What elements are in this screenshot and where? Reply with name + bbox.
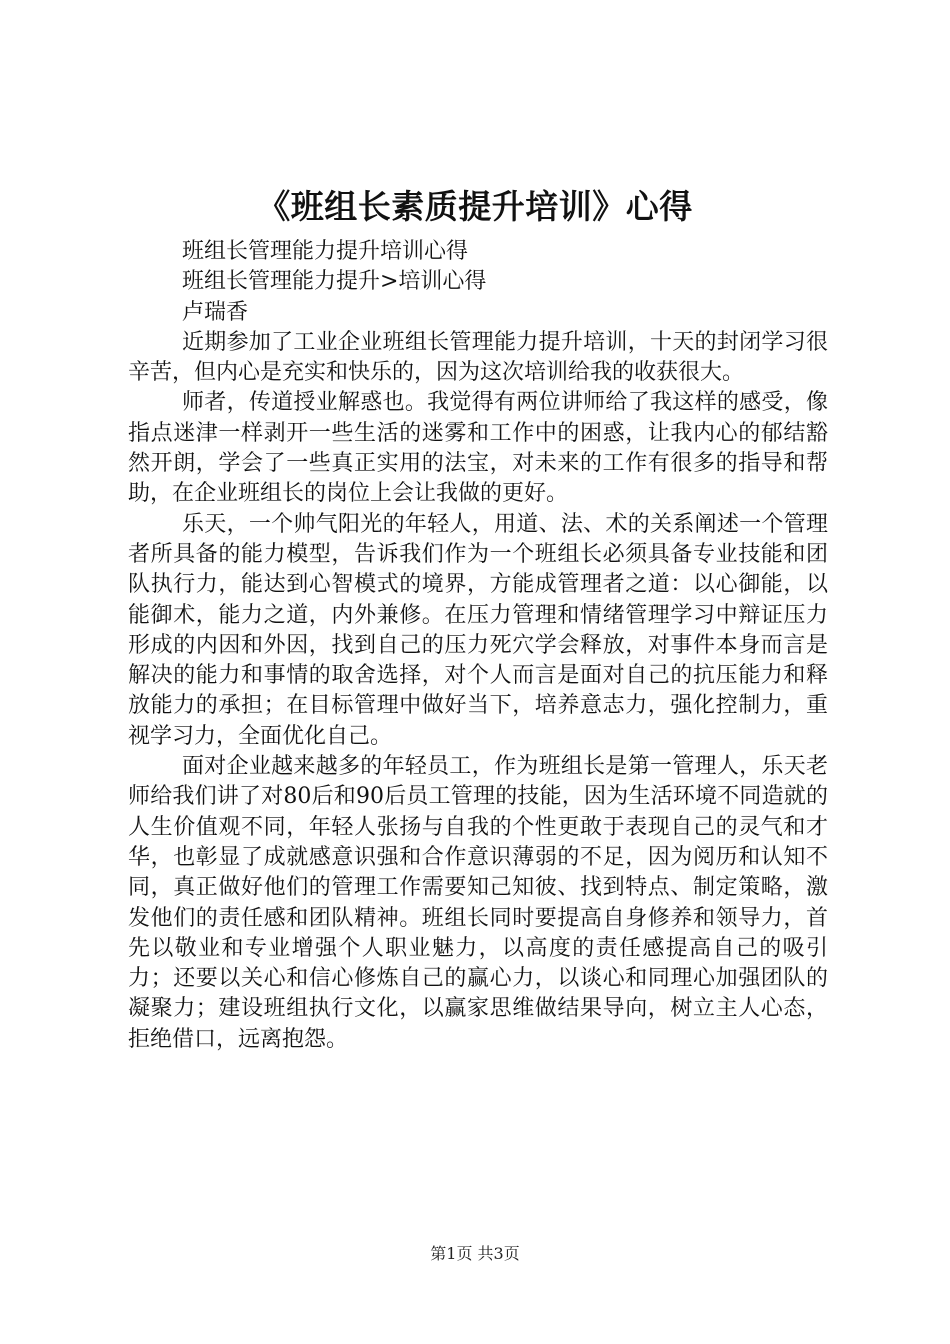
author-name: 卢瑞香 (182, 299, 249, 325)
subtitle-line-1: 班组长管理能力提升培训心得 (182, 239, 469, 264)
subtitle-line-2: 班组长管理能力提升>培训心得 (182, 269, 487, 295)
paragraph: 乐天，一个帅气阳光的年轻人，用道、法、术的关系阐述一个管理者所具备的能力模型，告诉我们作为一个班组长必须具备专业技能和团队执行力，能达到心智模式的境界，方能成管理者之道：以心御能，以能御术，能力之道，内外兼修。在压力管理和情绪管理学习中辩证压力形成的内因和外因，找到自己的压力死穴学会释放，对事件本身而言是解决的能力和事情的取舍选择，对个人而言是面对自己的抗压能力和释放能力的承担；在目标管理中做好当下，培养意志力，强化控制力，重视学习力，全面优化自己。 (128, 511, 828, 749)
paragraph: 近期参加了工业企业班组长管理能力提升培训，十天的封闭学习很辛苦，但内心是充实和快乐的，因为这次培训给我的收获很大。 (128, 329, 828, 386)
page-footer: 第1页 共3页 (430, 1244, 520, 1263)
document-body (128, 237, 828, 1055)
document-title: 《班组长素质提升培训》心得 (257, 187, 693, 226)
paragraph: 师者，传道授业解惑也。我觉得有两位讲师给了我这样的感受，像指点迷津一样剥开一些生活的迷雾和工作中的困惑，让我内心的郁结豁然开朗，学会了一些真正实用的法宝，对未来的工作有很多的指导和帮助，在企业班组长的岗位上会让我做的更好。 (128, 390, 828, 507)
paragraph: 面对企业越来越多的年轻员工，作为班组长是第一管理人，乐天老师给我们讲了对80后和90后员工管理的技能，因为生活环境不同造就的人生价值观不同，年轻人张扬与自我的个性更敢于表现自己的灵气和才华，也彰显了成就感意识强和合作意识薄弱的不足，因为阅历和认知不同，真正做好他们的管理工作需要知己知彼、找到特点、制定策略，激发他们的责任感和团队精神。班组长同时要提高自身修养和领导力，首先以敬业和专业增强个人职业魅力，以高度的责任感提高自己的吸引力；还要以关心和信心修炼自己的赢心力，以谈心和同理心加强团队的凝聚力；建设班组执行文化，以赢家思维做结果导向，树立主人心态，拒绝借口，远离抱怨。 (128, 754, 828, 1052)
